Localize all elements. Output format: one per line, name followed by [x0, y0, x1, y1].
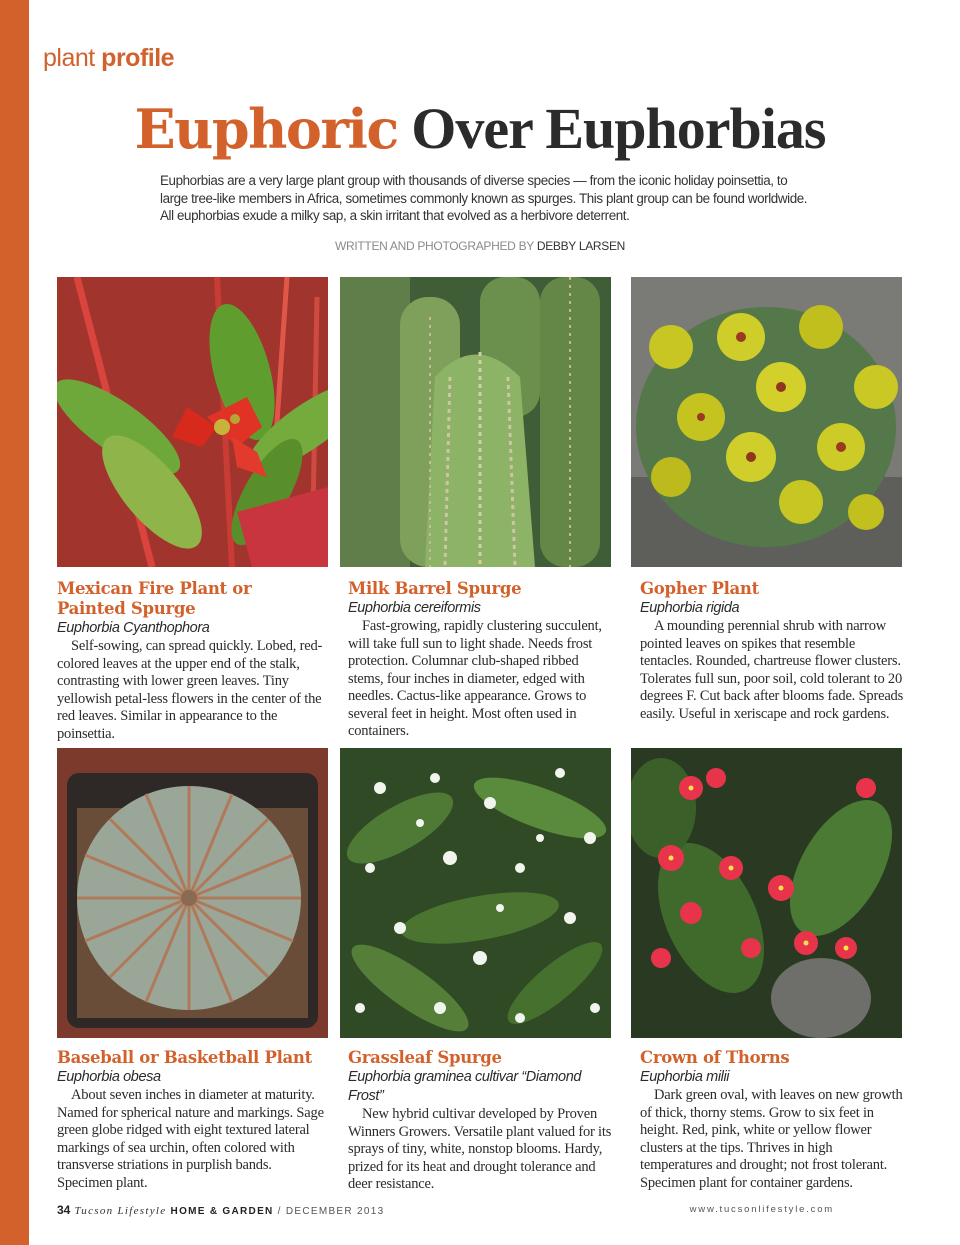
plant-entry-baseball-plant — [57, 1048, 325, 1192]
plant-latin-name: Euphorbia Cyanthophora — [57, 620, 210, 636]
title-accent: Euphoric — [134, 97, 398, 161]
plant-entry-crown-of-thorns — [640, 1048, 908, 1192]
plant-title: Baseball or Basketball Plant — [57, 1048, 312, 1067]
plant-entry-mexican-fire-plant — [57, 579, 325, 743]
plant-title: Milk Barrel Spurge — [348, 579, 522, 598]
grassleaf-spurge-photo — [340, 748, 611, 1038]
plant-latin-name: Euphorbia milii — [640, 1069, 730, 1085]
website-url: www.tucsonlifestyle.com — [689, 1204, 834, 1215]
intro-paragraph: Euphorbias are a very large plant group with thousands of diverse species — from the iconic holiday poinsettia, to large tree-like members in Africa, sometimes commonly known as spurges. This plant group can be found worldwide. All euphorbias exude a milky sap, a skin irritant that evolved as a herbivore deterrent. — [160, 173, 808, 223]
section-label: plant profile — [43, 44, 175, 72]
publication-name: Tucson Lifestyle — [74, 1205, 167, 1217]
page-title — [0, 96, 960, 162]
milk-barrel-spurge-photo — [340, 277, 611, 567]
title-rest: Over Euphorbias — [397, 96, 826, 161]
mexican-fire-plant-photo — [57, 277, 328, 567]
plant-entry-grassleaf-spurge — [348, 1048, 616, 1194]
gopher-plant-photo — [631, 277, 902, 567]
page-number: 34 — [57, 1203, 71, 1217]
orange-side-bar — [0, 0, 29, 1245]
page-footer: 34 Tucson Lifestyle HOME & GARDEN / DECEMBER 2013 — [57, 1203, 385, 1217]
plant-description: Dark green oval, with leaves on new growth of thick, thorny stems. Grow to six feet in height. Red, pink, white or yellow flower clusters at the tips. Thrives in high temperatures and drought; not frost tolerant. Specimen plant for container gardens. — [640, 1087, 903, 1191]
section-name: HOME & GARDEN — [170, 1206, 274, 1217]
plant-latin-name: Euphorbia graminea cultivar “Diamond Frost” — [348, 1069, 582, 1104]
plant-description: About seven inches in diameter at maturity. Named for spherical nature and markings. Sage green globe ridged with eight textured lateral markings of sea urchin, often colored with transverse striations in purplish bands. Specimen plant. — [57, 1087, 324, 1191]
author-name: DEBBY LARSEN — [536, 239, 626, 253]
crown-of-thorns-photo — [631, 748, 902, 1038]
plant-description: New hybrid cultivar developed by Proven Winners Growers. Versatile plant valued for its sprays of tiny, white, nonstop blooms. Hardy, prized for its heat and drought tolerance and deer resistance. — [348, 1106, 612, 1192]
byline: WRITTEN AND PHOTOGRAPHED BY DEBBY LARSEN — [334, 239, 626, 253]
plant-title: Mexican Fire Plant or Painted Spurge — [57, 579, 252, 618]
baseball-plant-photo — [57, 748, 328, 1038]
plant-entry-gopher-plant — [640, 579, 908, 723]
plant-description: Fast-growing, rapidly clustering succulent, will take full sun to light shade. Needs frost protection. Columnar club-shaped ribbed stems, four inches in diameter, edged with needles. Cactus-like appearance. Grows to several feet in height. Most often used in containers. — [348, 618, 602, 739]
plant-title: Gopher Plant — [640, 579, 759, 598]
plant-description: A mounding perennial shrub with narrow pointed leaves on spikes that resemble tentacles. Rounded, chartreuse flower clusters. Tolerates full sun, poor soil, cold tolerant to 20 degrees F. Cut back after blooms fade. Spreads easily. Useful in xeriscape and rock gardens. — [640, 618, 904, 722]
plant-latin-name: Euphorbia rigida — [640, 600, 740, 616]
plant-title: Grassleaf Spurge — [348, 1048, 502, 1067]
plant-latin-name: Euphorbia cereiformis — [348, 600, 481, 616]
plant-entry-milk-barrel-spurge — [348, 579, 616, 741]
issue-date: DECEMBER 2013 — [285, 1206, 385, 1217]
plant-description: Self-sowing, can spread quickly. Lobed, red-colored leaves at the upper end of the stalk, contrasting with lower green leaves. Tiny yellowish petal-less flowers in the center of the red leaves. Similar in appearance to the poinsettia. — [57, 638, 323, 742]
plant-latin-name: Euphorbia obesa — [57, 1069, 161, 1085]
plant-title: Crown of Thorns — [640, 1048, 790, 1067]
